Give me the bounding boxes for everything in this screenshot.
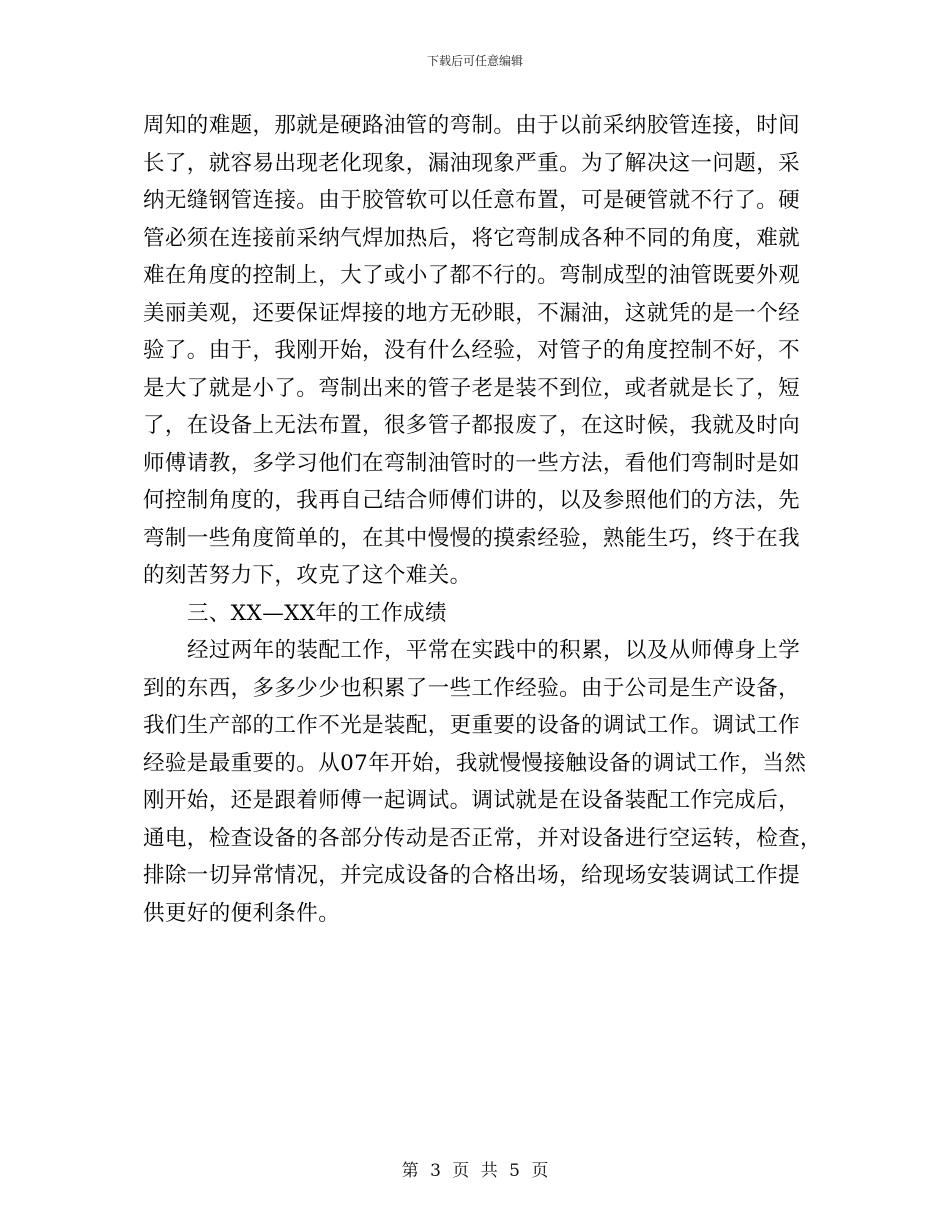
page-header: 下载后可任意编辑 bbox=[426, 54, 523, 68]
paragraph-line: 到的东西，多多少少也积累了一些工作经验。由于公司是生产设备， bbox=[143, 675, 801, 701]
paragraph-line: 供更好的便利条件。 bbox=[143, 900, 341, 926]
paragraph-line: 排除一切异常情况，并完成设备的合格出场，给现场安装调试工作提 bbox=[143, 863, 801, 888]
paragraph-line: 是大了就是小了。弯制出来的管子老是装不到位，或者就是长了，短 bbox=[143, 375, 801, 401]
document-body bbox=[143, 107, 822, 932]
page-footer: 第 3 页 共 5 页 bbox=[401, 1161, 549, 1181]
paragraph-line: 周知的难题，那就是硬路油管的弯制。由于以前采纳胶管连接，时间 bbox=[143, 113, 801, 138]
paragraph-line: 验了。由于，我刚开始，没有什么经验，对管子的角度控制不好，不 bbox=[143, 338, 801, 363]
paragraph-line: 长了，就容易出现老化现象，漏油现象严重。为了解决这一问题，采 bbox=[143, 150, 801, 176]
paragraph-line: 经过两年的装配工作，平常在实践中的积累，以及从师傅身上学 bbox=[187, 638, 801, 663]
paragraph-line: 师傅请教，多学习他们在弯制油管时的一些方法，看他们弯制时是如 bbox=[143, 450, 801, 476]
paragraph-line: 了，在设备上无法布置，很多管子都报废了，在这时候，我就及时向 bbox=[143, 413, 801, 438]
paragraph-line: 弯制一些角度简单的，在其中慢慢的摸索经验，熟能生巧，终于在我 bbox=[143, 525, 801, 551]
paragraph-line: 我们生产部的工作不光是装配，更重要的设备的调试工作。调试工作 bbox=[143, 713, 801, 738]
paragraph-line: 通电，检查设备的各部分传动是否正常，并对设备进行空运转，检查， bbox=[143, 825, 822, 851]
paragraph-line: 的刻苦努力下，攻克了这个难关。 bbox=[143, 563, 472, 588]
paragraph-line: 刚开始，还是跟着师傅一起调试。调试就是在设备装配工作完成后， bbox=[143, 788, 801, 813]
paragraph-line: 管必须在连接前采纳气焊加热后，将它弯制成各种不同的角度，难就 bbox=[143, 225, 801, 251]
paragraph-line: 经验是最重要的。从07年开始，我就慢慢接触设备的调试工作，当然 bbox=[143, 750, 807, 776]
paragraph-line: 何控制角度的，我再自己结合师傅们讲的，以及参照他们的方法，先 bbox=[143, 488, 801, 513]
paragraph-line: 难在角度的控制上，大了或小了都不行的。弯制成型的油管既要外观 bbox=[143, 263, 801, 288]
paragraph-line: 纳无缝钢管连接。由于胶管软可以任意布置，可是硬管就不行了。硬 bbox=[143, 188, 801, 213]
paragraph-line: 美丽美观，还要保证焊接的地方无砂眼，不漏油，这就凭的是一个经 bbox=[143, 300, 801, 326]
section-heading: 三、XX—XX年的工作成绩 bbox=[187, 600, 447, 626]
